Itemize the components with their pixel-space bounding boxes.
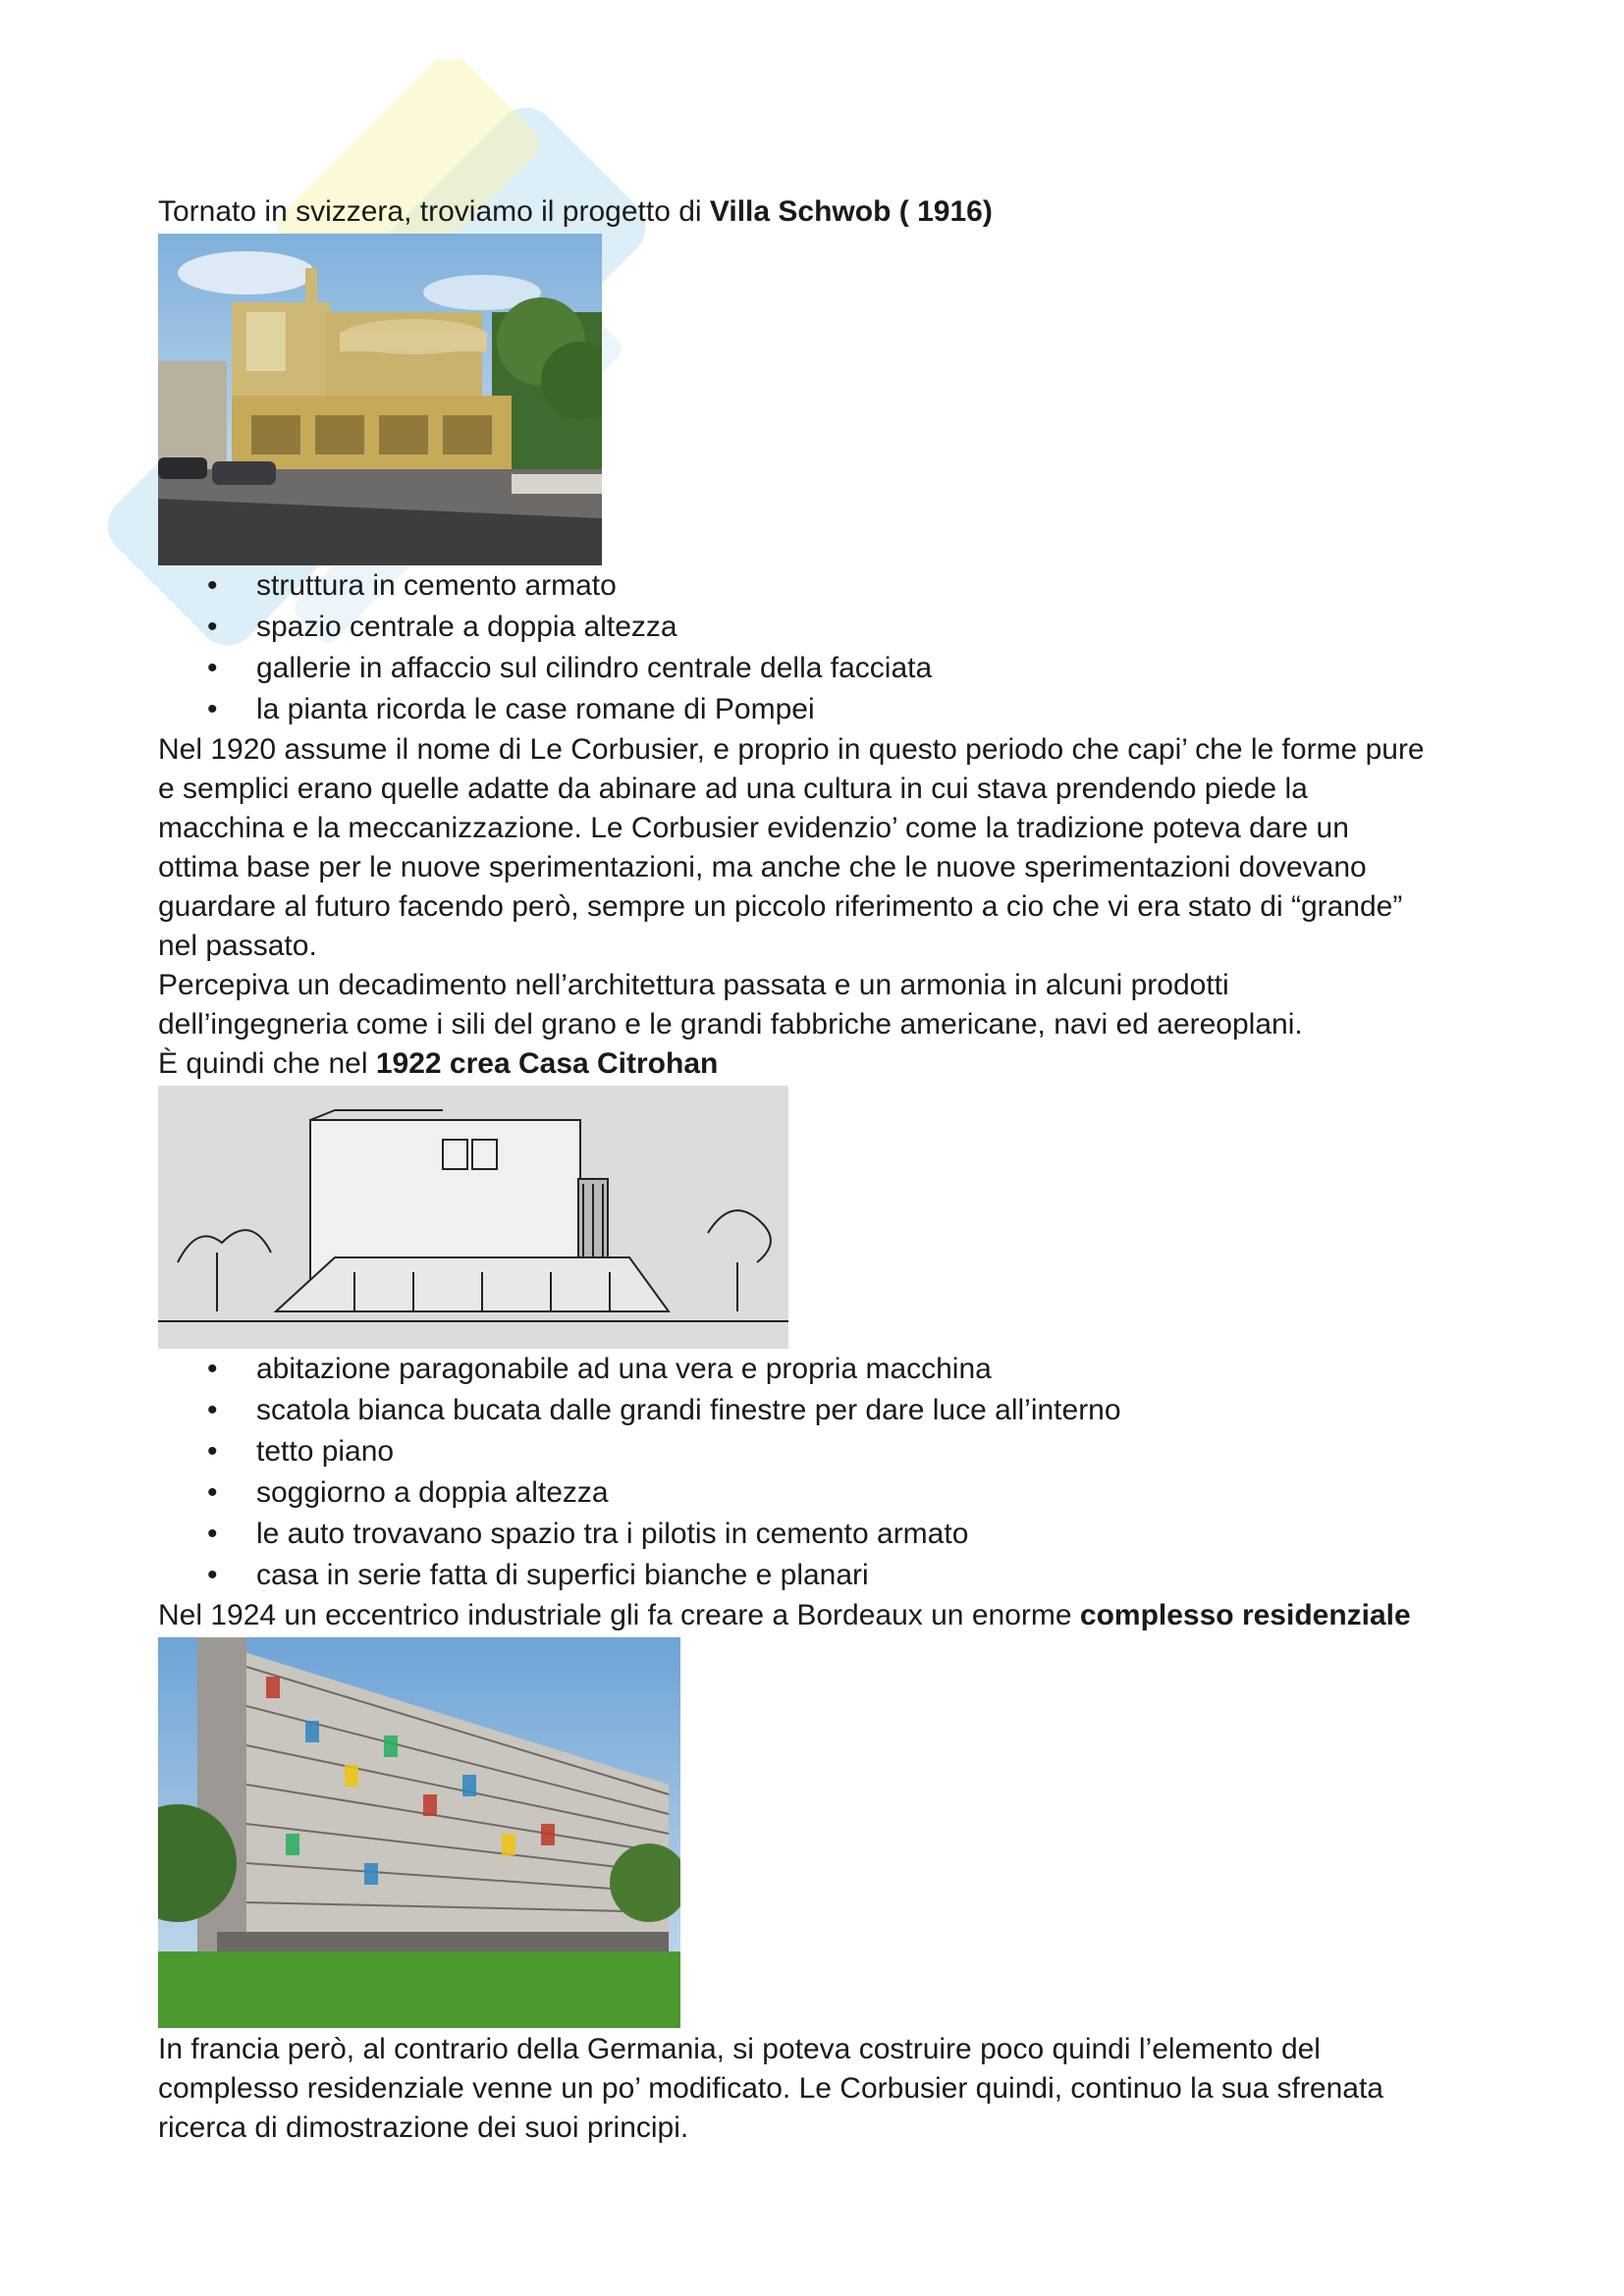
list-item — [158, 1555, 1493, 1596]
bullet-icon: • — [207, 611, 218, 643]
intro-bold: Villa Schwob ( 1916) — [709, 195, 993, 228]
list-item-text: la pianta ricorda le case romane di Pompei — [256, 693, 815, 725]
intro-text: È quindi che nel — [158, 1047, 376, 1080]
casa-citrohan-sketch — [158, 1086, 788, 1349]
list-item — [158, 1514, 1493, 1555]
paragraph-line: e semplici erano quelle adatte da abinare ad una cultura in cui stava prendendo piede la — [158, 773, 1308, 805]
list-item-text: scatola bianca bucata dalle grandi finestre per dare luce all’interno — [256, 1394, 1121, 1426]
intro-bold: 1922 crea Casa Citrohan — [375, 1047, 719, 1080]
paragraph-francia — [158, 2030, 1493, 2148]
paragraph-le-corbusier-name — [158, 730, 1493, 966]
document-body — [158, 192, 1493, 2148]
bullet-icon: • — [207, 1518, 218, 1550]
villa-schwob-intro — [158, 192, 1493, 232]
paragraph-line: In francia però, al contrario della Germania, si poteva costruire poco quindi l’elemento del — [158, 2033, 1321, 2065]
paragraph-line: Percepiva un decadimento nell’architettura passata e un armonia in alcuni prodotti — [158, 969, 1229, 1001]
list-item — [158, 689, 1493, 730]
bullet-icon: • — [207, 1476, 218, 1509]
list-item — [158, 607, 1493, 648]
casa-citrohan-intro — [158, 1044, 1493, 1084]
paragraph-line: macchina e la meccanizzazione. Le Corbusier evidenzio’ come la tradizione poteva dare un — [158, 812, 1349, 844]
bullet-icon: • — [207, 693, 218, 725]
paragraph-line: complesso residenziale venne un po’ modificato. Le Corbusier quindi, continuo la sua sfrenata — [158, 2072, 1383, 2105]
villa-schwob-bullets — [158, 565, 1493, 730]
list-item — [158, 648, 1493, 689]
intro-text: Nel 1924 un eccentrico industriale gli fa creare a Bordeaux un enorme — [158, 1599, 1080, 1631]
list-item-text: gallerie in affaccio sul cilindro centrale della facciata — [256, 652, 933, 684]
list-item — [158, 1349, 1493, 1390]
villa-schwob-photo — [158, 234, 602, 565]
bullet-icon: • — [207, 652, 218, 684]
list-item-text: soggiorno a doppia altezza — [256, 1476, 609, 1509]
casa-citrohan-bullets — [158, 1349, 1493, 1596]
list-item — [158, 1431, 1493, 1472]
intro-text: Tornato in svizzera, troviamo il progetto di — [158, 195, 710, 228]
bullet-icon: • — [207, 569, 218, 602]
paragraph-line: guardare al futuro facendo però, sempre un piccolo riferimento a cio che vi era stato di “grande” — [158, 890, 1403, 923]
paragraph-line: nel passato. — [158, 930, 317, 962]
list-item-text: struttura in cemento armato — [256, 569, 617, 602]
bullet-icon: • — [207, 1559, 218, 1591]
complesso-residenziale-photo — [158, 1637, 680, 2028]
bullet-icon: • — [207, 1394, 218, 1426]
paragraph-line: ricerca di dimostrazione dei suoi principi. — [158, 2111, 689, 2144]
list-item-text: casa in serie fatta di superfici bianche e planari — [256, 1559, 869, 1591]
list-item-text: le auto trovavano spazio tra i pilotis in cemento armato — [256, 1518, 969, 1550]
list-item — [158, 1390, 1493, 1431]
intro-bold: complesso residenziale — [1079, 1599, 1411, 1631]
list-item-text: spazio centrale a doppia altezza — [256, 611, 677, 643]
list-item — [158, 1472, 1493, 1514]
paragraph-line: ottima base per le nuove sperimentazioni, ma anche che le nuove sperimentazioni dovevano — [158, 851, 1367, 883]
list-item-text: abitazione paragonabile ad una vera e propria macchina — [256, 1353, 992, 1385]
list-item-text: tetto piano — [256, 1435, 395, 1468]
bullet-icon: • — [207, 1353, 218, 1385]
list-item — [158, 565, 1493, 607]
paragraph-decadimento — [158, 966, 1493, 1044]
bullet-icon: • — [207, 1435, 218, 1468]
paragraph-line: Nel 1920 assume il nome di Le Corbusier, e proprio in questo periodo che capi’ che le forme pure — [158, 733, 1425, 766]
paragraph-line: dell’ingegneria come i sili del grano e le grandi fabbriche americane, navi ed aereoplani. — [158, 1008, 1303, 1041]
complesso-residenziale-intro — [158, 1596, 1493, 1635]
